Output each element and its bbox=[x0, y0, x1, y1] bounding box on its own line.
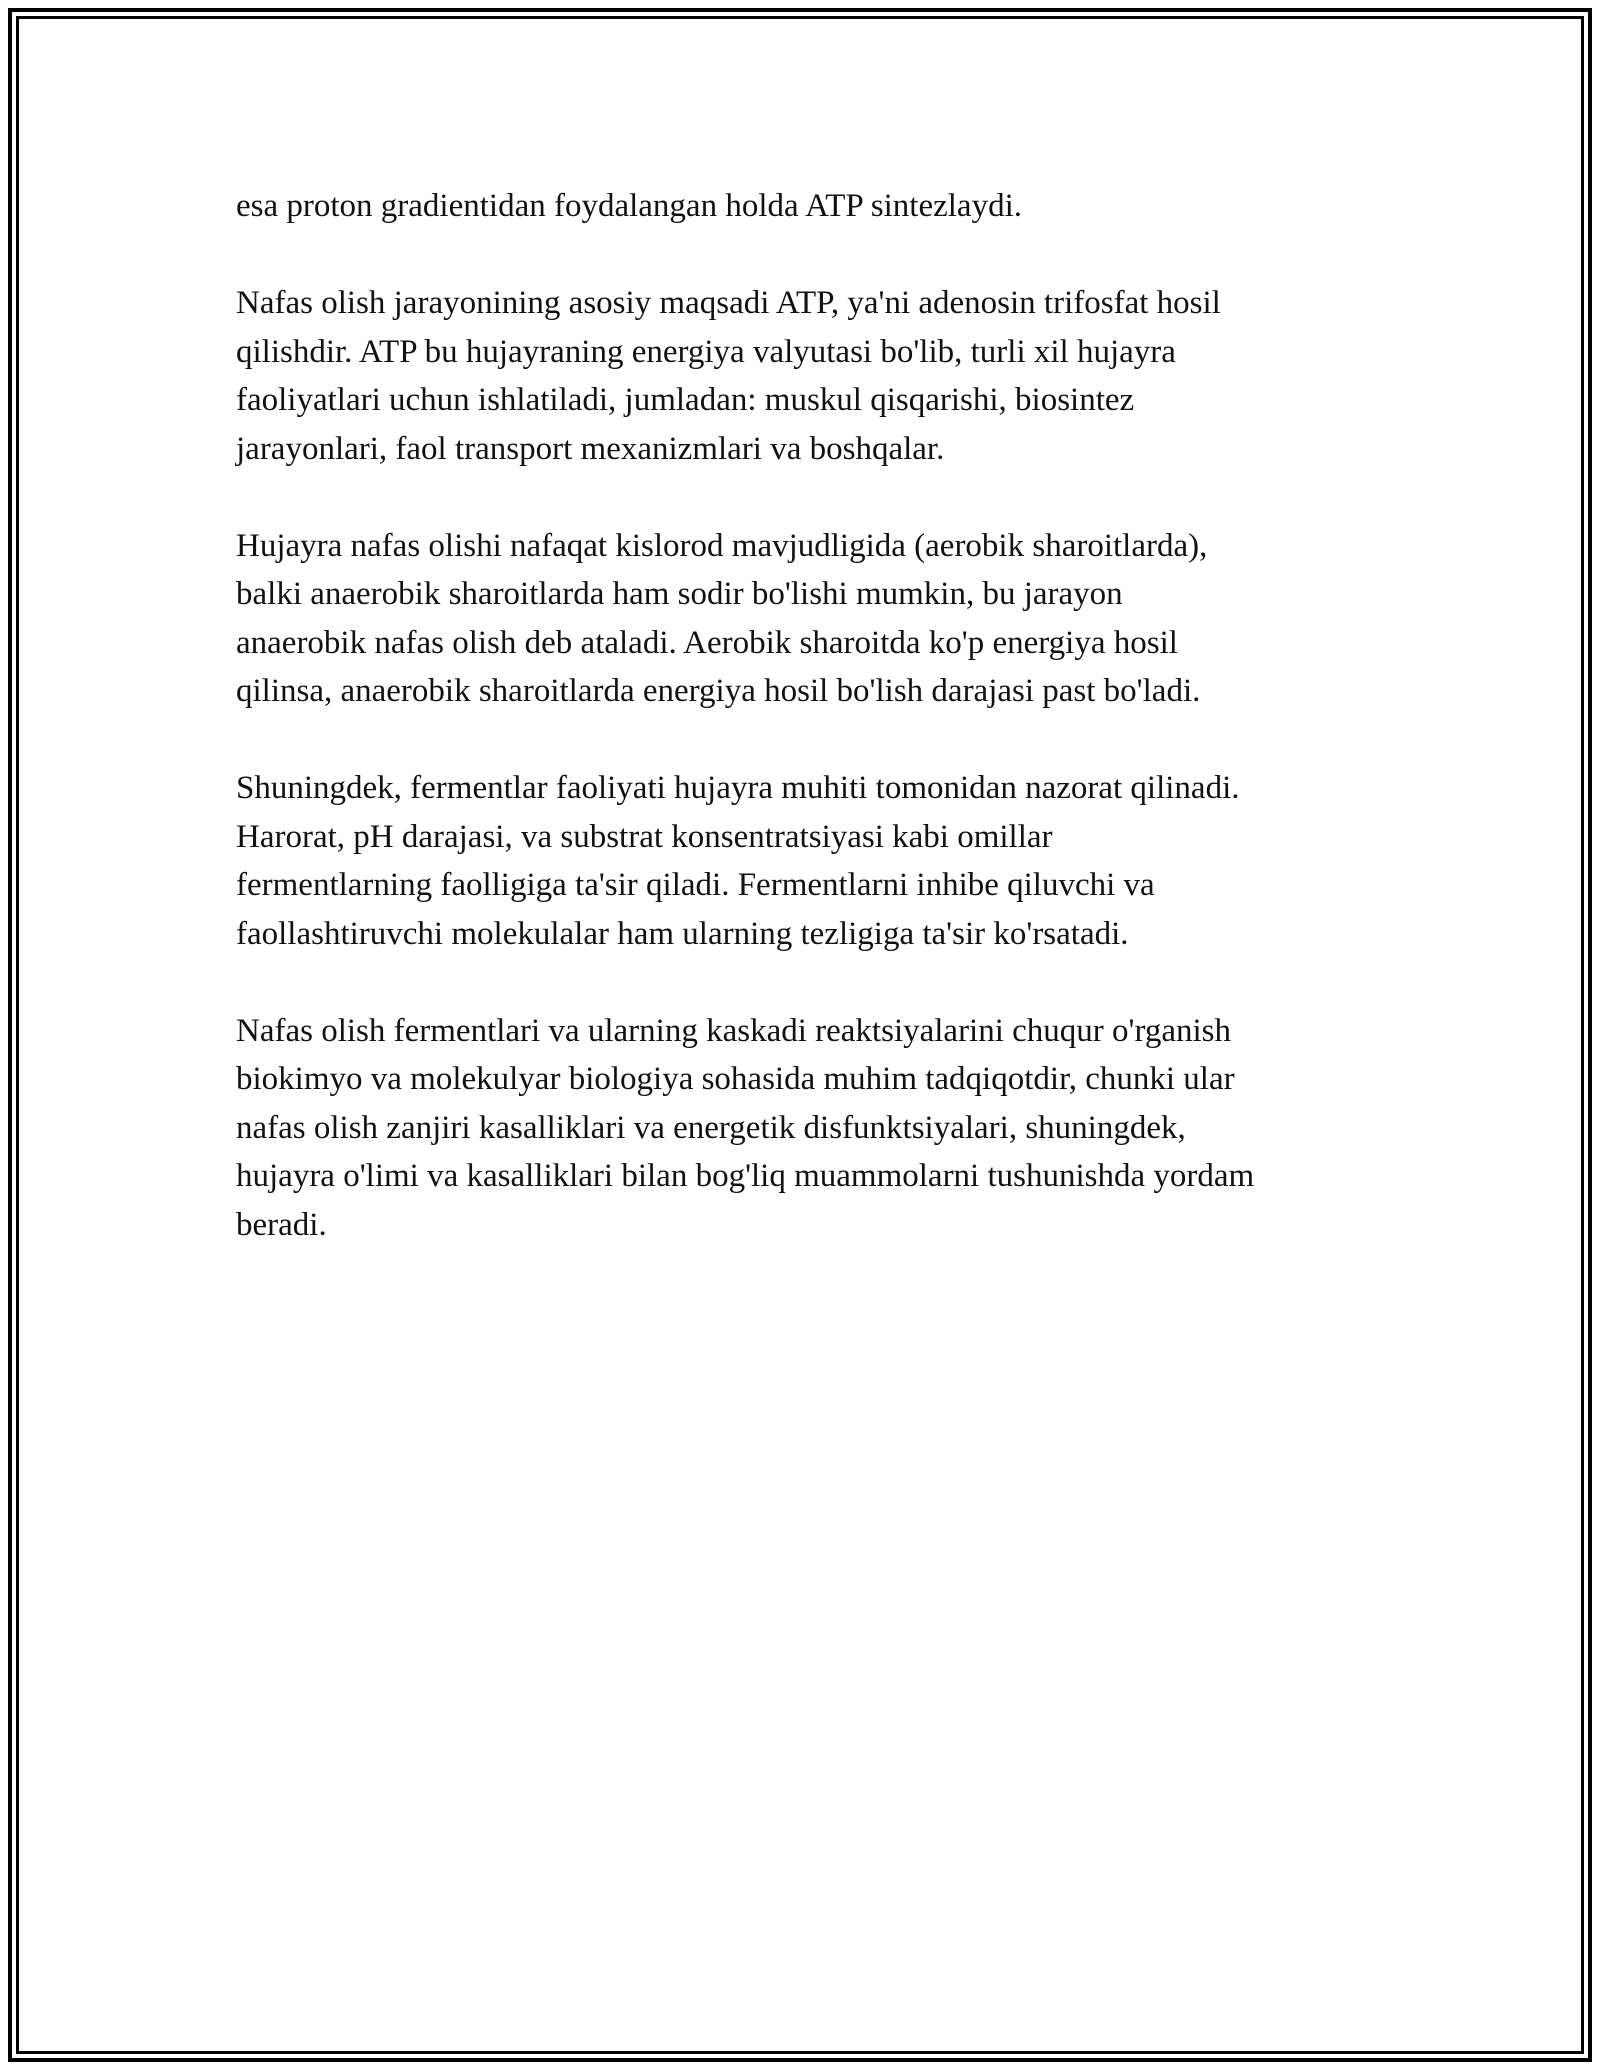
paragraph-2 bbox=[236, 279, 1376, 473]
paragraph-1 bbox=[236, 182, 1376, 231]
text-line: biokimyo va molekulyar biologiya sohasida muhim tadqiqotdir, chunki ular bbox=[236, 1061, 1235, 1097]
text-line: faoliyatlari uchun ishlatiladi, jumladan: muskul qisqarishi, biosintez bbox=[236, 382, 1135, 418]
text-line: qilinsa, anaerobik sharoitlarda energiya hosil bo'lish darajasi past bo'ladi. bbox=[236, 673, 1201, 709]
text-line: anaerobik nafas olish deb ataladi. Aerobik sharoitda ko'p energiya hosil bbox=[236, 624, 1178, 661]
text-line: hujayra o'limi va kasalliklari bilan bog'liq muammolarni tushunishda yordam bbox=[236, 1158, 1255, 1194]
text-line: Nafas olish jarayonining asosiy maqsadi ATP, ya'ni adenosin trifosfat hosil bbox=[236, 285, 1221, 321]
text-line: beradi. bbox=[236, 1206, 327, 1243]
text-line: qilishdir. ATP bu hujayraning energiya valyutasi bo'lib, turli xil hujayra bbox=[236, 333, 1176, 370]
text-line: jarayonlari, faol transport mexanizmlari va boshqalar. bbox=[236, 430, 945, 467]
text-line: Nafas olish fermentlari va ularning kaskadi reaktsiyalarini chuqur o'rganish bbox=[236, 1012, 1232, 1049]
text-line: Hujayra nafas olishi nafaqat kislorod mavjudligida (aerobik sharoitlarda), bbox=[236, 527, 1208, 564]
paragraph-4 bbox=[236, 764, 1376, 958]
text-line: faollashtiruvchi molekulalar ham ularning tezligiga ta'sir ko'rsatadi. bbox=[236, 915, 1129, 952]
text-line: fermentlarning faolligiga ta'sir qiladi. Fermentlarni inhibe qiluvchi va bbox=[236, 867, 1155, 903]
paragraph-5 bbox=[236, 1007, 1376, 1250]
text-line: Shuningdek, fermentlar faoliyati hujayra muhiti tomonidan nazorat qilinadi. bbox=[236, 770, 1240, 806]
text-line: balki anaerobik sharoitlarda ham sodir bo'lishi mumkin, bu jarayon bbox=[236, 576, 1123, 612]
document-body bbox=[236, 182, 1376, 1298]
text-line: nafas olish zanjiri kasalliklari va energetik disfunktsiyalari, shuningdek, bbox=[236, 1109, 1186, 1146]
text-line: esa proton gradientidan foydalangan holda ATP sintezlaydi. bbox=[236, 188, 1022, 224]
text-line: Harorat, pH darajasi, va substrat konsentratsiyasi kabi omillar bbox=[236, 818, 1053, 855]
paragraph-3 bbox=[236, 522, 1376, 716]
